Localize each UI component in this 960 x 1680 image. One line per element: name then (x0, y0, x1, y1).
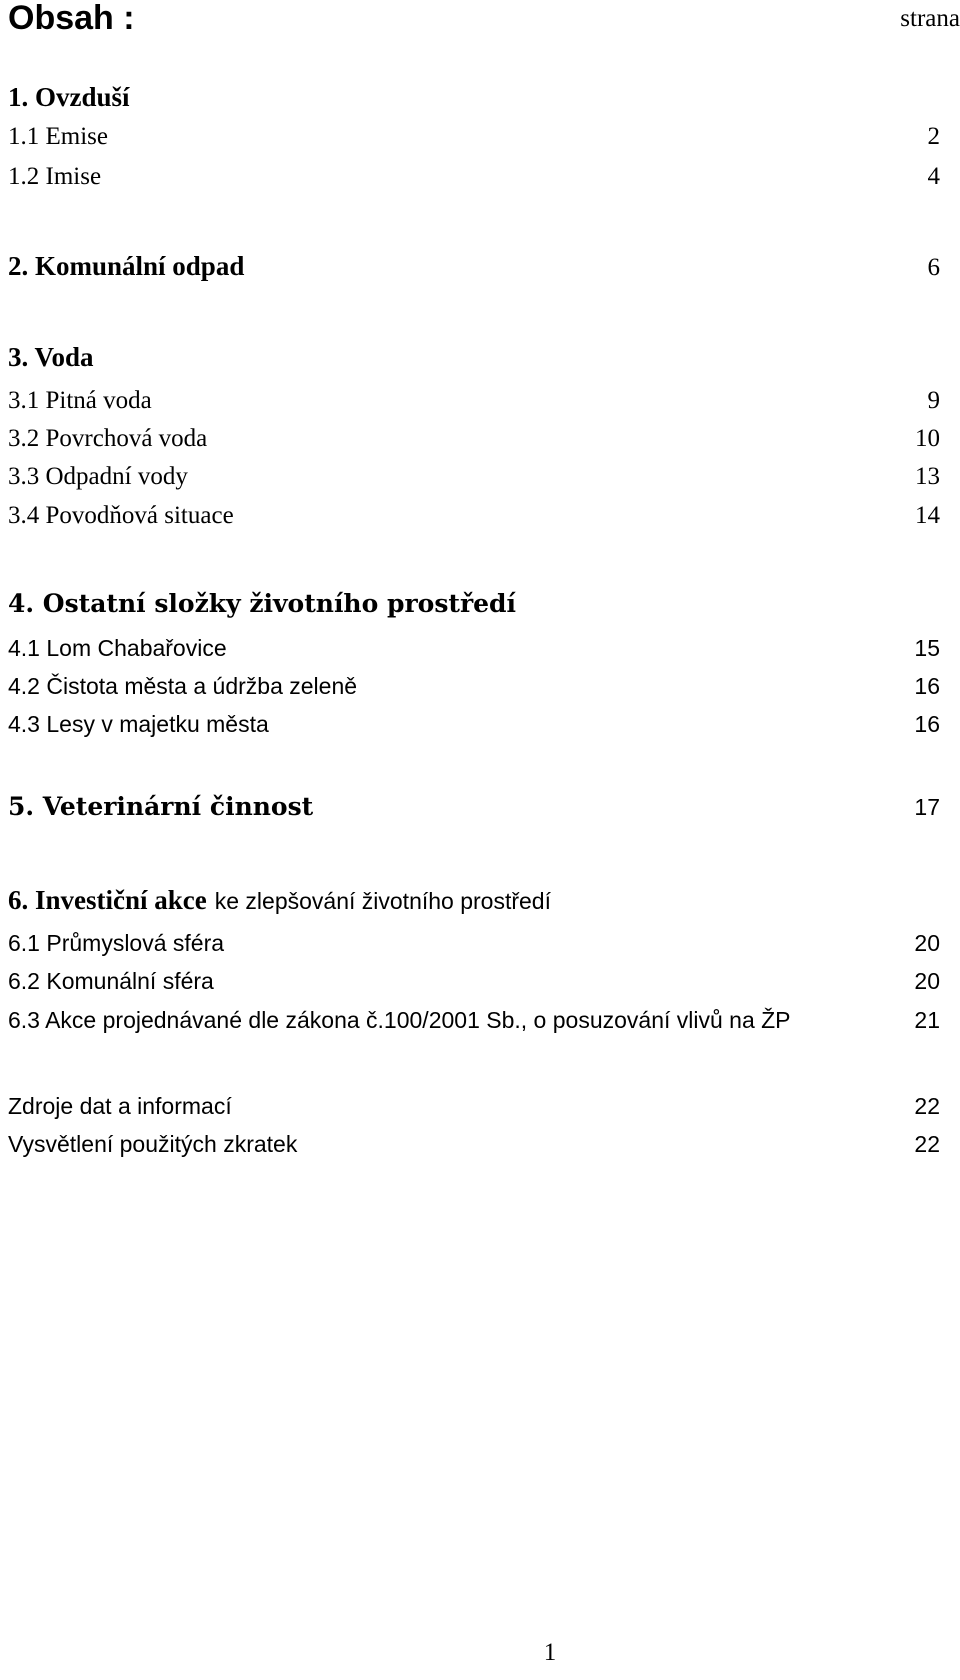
toc-entry: 6.1 Průmyslová sféra 20 (8, 930, 940, 956)
toc-entry: Vysvětlení použitých zkratek 22 (8, 1131, 940, 1157)
toc-entry: 1.2 Imise 4 (8, 163, 940, 190)
section-subtitle: ke zlepšování životního prostředí (214, 888, 551, 914)
toc-entry: 6.2 Komunální sféra 20 (8, 968, 940, 994)
toc-entry: 3.2 Povrchová voda 10 (8, 425, 940, 452)
toc-section-heading: 5. Veterinární činnost 17 (8, 792, 940, 821)
toc-entry: 3.4 Povodňová situace 14 (8, 502, 940, 529)
toc-entry: 6.3 Akce projednávané dle zákona č.100/2001 Sb., o posuzování vlivů na ŽP 21 (8, 1007, 940, 1033)
toc-section-heading: 4. Ostatní složky životního prostředí (8, 589, 516, 618)
toc-section-heading: 1. Ovzduší (8, 82, 130, 112)
toc-entry: Zdroje dat a informací 22 (8, 1093, 940, 1119)
toc-entry: 4.1 Lom Chabařovice 15 (8, 635, 940, 661)
toc-entry: 3.3 Odpadní vody 13 (8, 463, 940, 490)
page-number: 1 (543, 1639, 557, 1666)
toc-section-heading (8, 883, 940, 917)
toc-entry: 3.1 Pitná voda 9 (8, 387, 940, 414)
toc-section-heading: 3. Voda (8, 342, 94, 372)
page-title: Obsah : (8, 0, 135, 37)
toc-entry: 1.1 Emise 2 (8, 123, 940, 150)
page-column-label: strana (900, 5, 960, 32)
toc-section-heading: 2. Komunální odpad 6 (8, 251, 940, 281)
section-title: 6. Investiční akce (8, 885, 207, 915)
toc-entry: 4.2 Čistota města a údržba zeleně 16 (8, 673, 940, 699)
toc-entry: 4.3 Lesy v majetku města 16 (8, 711, 940, 737)
